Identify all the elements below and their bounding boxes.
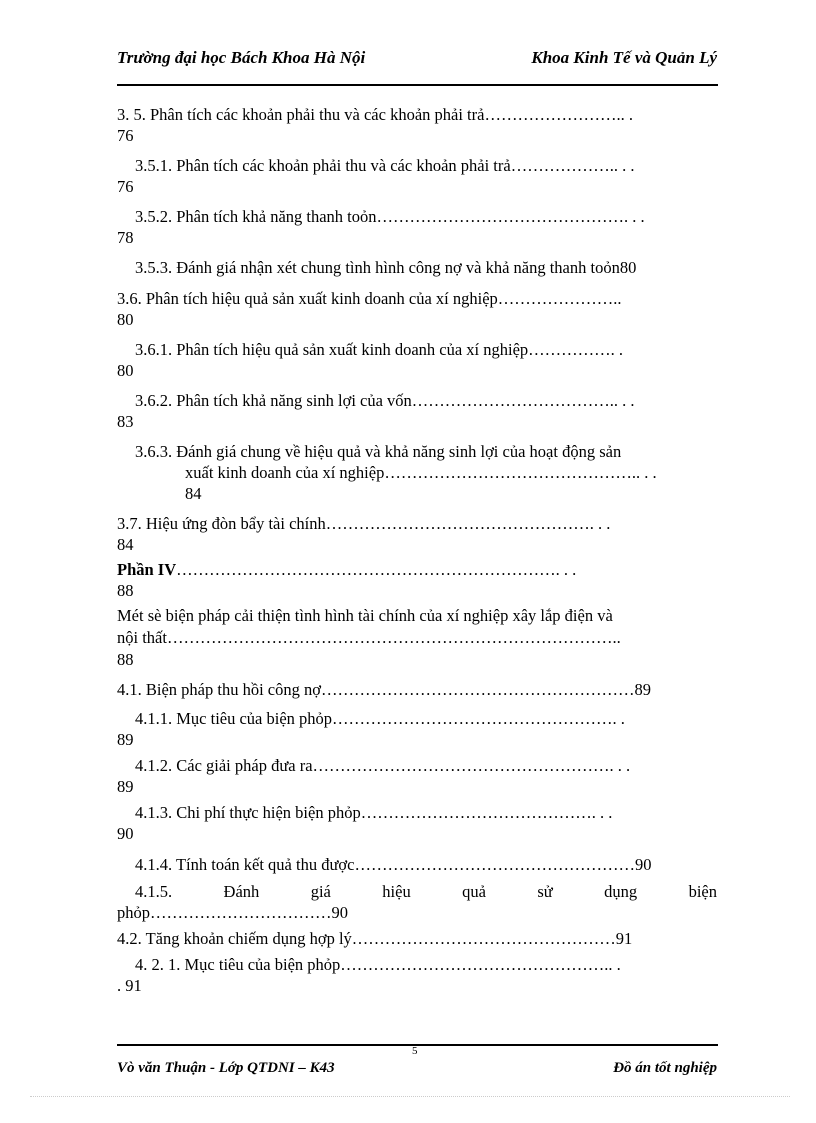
toc-page: 89 xyxy=(117,730,134,749)
toc-page: 83 xyxy=(117,412,134,431)
toc-entry-3-5-2: 3.5.2. Phân tích khả năng thanh toỏn………………………………………. . . xyxy=(135,207,645,226)
toc-page: 84 xyxy=(117,535,134,554)
toc-page: 88 xyxy=(117,650,134,669)
toc-entry-4-1-1: 4.1.1. Mục tiêu của biện phỏp……………………………………………. . xyxy=(135,709,625,728)
toc-page: 78 xyxy=(117,228,134,247)
header-university: Trường đại học Bách Khoa Hà Nội xyxy=(117,48,366,67)
page-footer xyxy=(117,1060,717,1082)
toc-page: 84 xyxy=(185,484,202,503)
toc-entry-part-iv-desc: Mét sè biện pháp cải thiện tình hình tài chính của xí nghiệp xây lắp điện và xyxy=(117,606,613,625)
page-number: 5 xyxy=(412,1045,418,1057)
toc-entry-3-7: 3.7. Hiệu ứng đòn bẩy tài chính…………………………………………. . . xyxy=(117,514,611,533)
header-faculty: Khoa Kinh Tế và Quản Lý xyxy=(531,48,717,67)
toc-entry-4-1-5-cont: phỏp……………………………90 xyxy=(117,903,348,922)
toc-entry-3-6: 3.6. Phân tích hiệu quả sản xuất kinh doanh của xí nghiệp………………….. xyxy=(117,289,622,308)
footer-author: Vò văn Thuận - Lớp QTDNI – K43 xyxy=(117,1060,335,1076)
toc-entry-4-1-3: 4.1.3. Chi phí thực hiện biện phỏp……………………………………. . . xyxy=(135,803,613,822)
page-edge xyxy=(30,1096,790,1097)
toc-entry-3-6-2: 3.6.2. Phân tích khả năng sinh lợi của vốn……………………………….. . . xyxy=(135,391,635,410)
toc-entry-3-6-3: 3.6.3. Đánh giá chung về hiệu quả và khả năng sinh lợi của hoạt động sản xyxy=(135,442,622,461)
toc-page: 88 xyxy=(117,581,134,600)
toc-entry-3-6-1: 3.6.1. Phân tích hiệu quả sản xuất kinh doanh của xí nghiệp……………. . xyxy=(135,340,624,359)
toc-page: 76 xyxy=(117,177,134,196)
header-rule xyxy=(117,84,718,86)
toc-entry-part-iv xyxy=(117,560,576,580)
page-header xyxy=(117,48,717,74)
toc-entry-4-1-4: 4.1.4. Tính toán kết quả thu được……………………………………………90 xyxy=(135,855,652,874)
toc-page: . 91 xyxy=(117,976,142,995)
toc-page: 80 xyxy=(117,361,134,380)
toc-entry-3-5-1: 3.5.1. Phân tích các khoản phải thu và các khoản phải trả……………….. . . xyxy=(135,156,635,175)
toc-entry-4-1-2: 4.1.2. Các giải pháp đưa ra………………………………………………. . . xyxy=(135,756,631,775)
toc-page: 89 xyxy=(117,777,134,796)
toc-entry-3-6-3-cont: xuất kinh doanh của xí nghiệp……………………………………….. . . xyxy=(185,463,657,482)
toc-page: 90 xyxy=(117,824,134,843)
toc-page: 76 xyxy=(117,126,134,145)
toc-page: 80 xyxy=(117,310,134,329)
toc-entry-4-2: 4.2. Tăng khoản chiếm dụng hợp lý…………………………………………91 xyxy=(117,929,633,948)
toc-entry-part-iv-desc-cont: nội thất……………………………………………………………………….. xyxy=(117,628,621,647)
toc-entry-4-2-1: 4. 2. 1. Mục tiêu của biện phỏp………………………………………….. . xyxy=(135,955,621,974)
toc-entry-4-1: 4.1. Biện pháp thu hồi công nợ…………………………………………………89 xyxy=(117,680,651,699)
toc-entry-4-1-5: 4.1.5. Đánh giá hiệu quả sử dụng biện xyxy=(135,882,717,901)
toc-part-iv-title: Phần IV xyxy=(117,560,177,579)
toc-entry-3-5-3: 3.5.3. Đánh giá nhận xét chung tình hình công nợ và khả năng thanh toỏn80 xyxy=(135,258,637,277)
toc-entry-3-5: 3. 5. Phân tích các khoản phải thu và các khoản phải trả…………………….. . xyxy=(117,105,633,124)
footer-doc-type: Đồ án tốt nghiệp xyxy=(613,1060,717,1076)
toc-part-iv-leader: ……………………………………………………………. . . xyxy=(176,560,577,579)
